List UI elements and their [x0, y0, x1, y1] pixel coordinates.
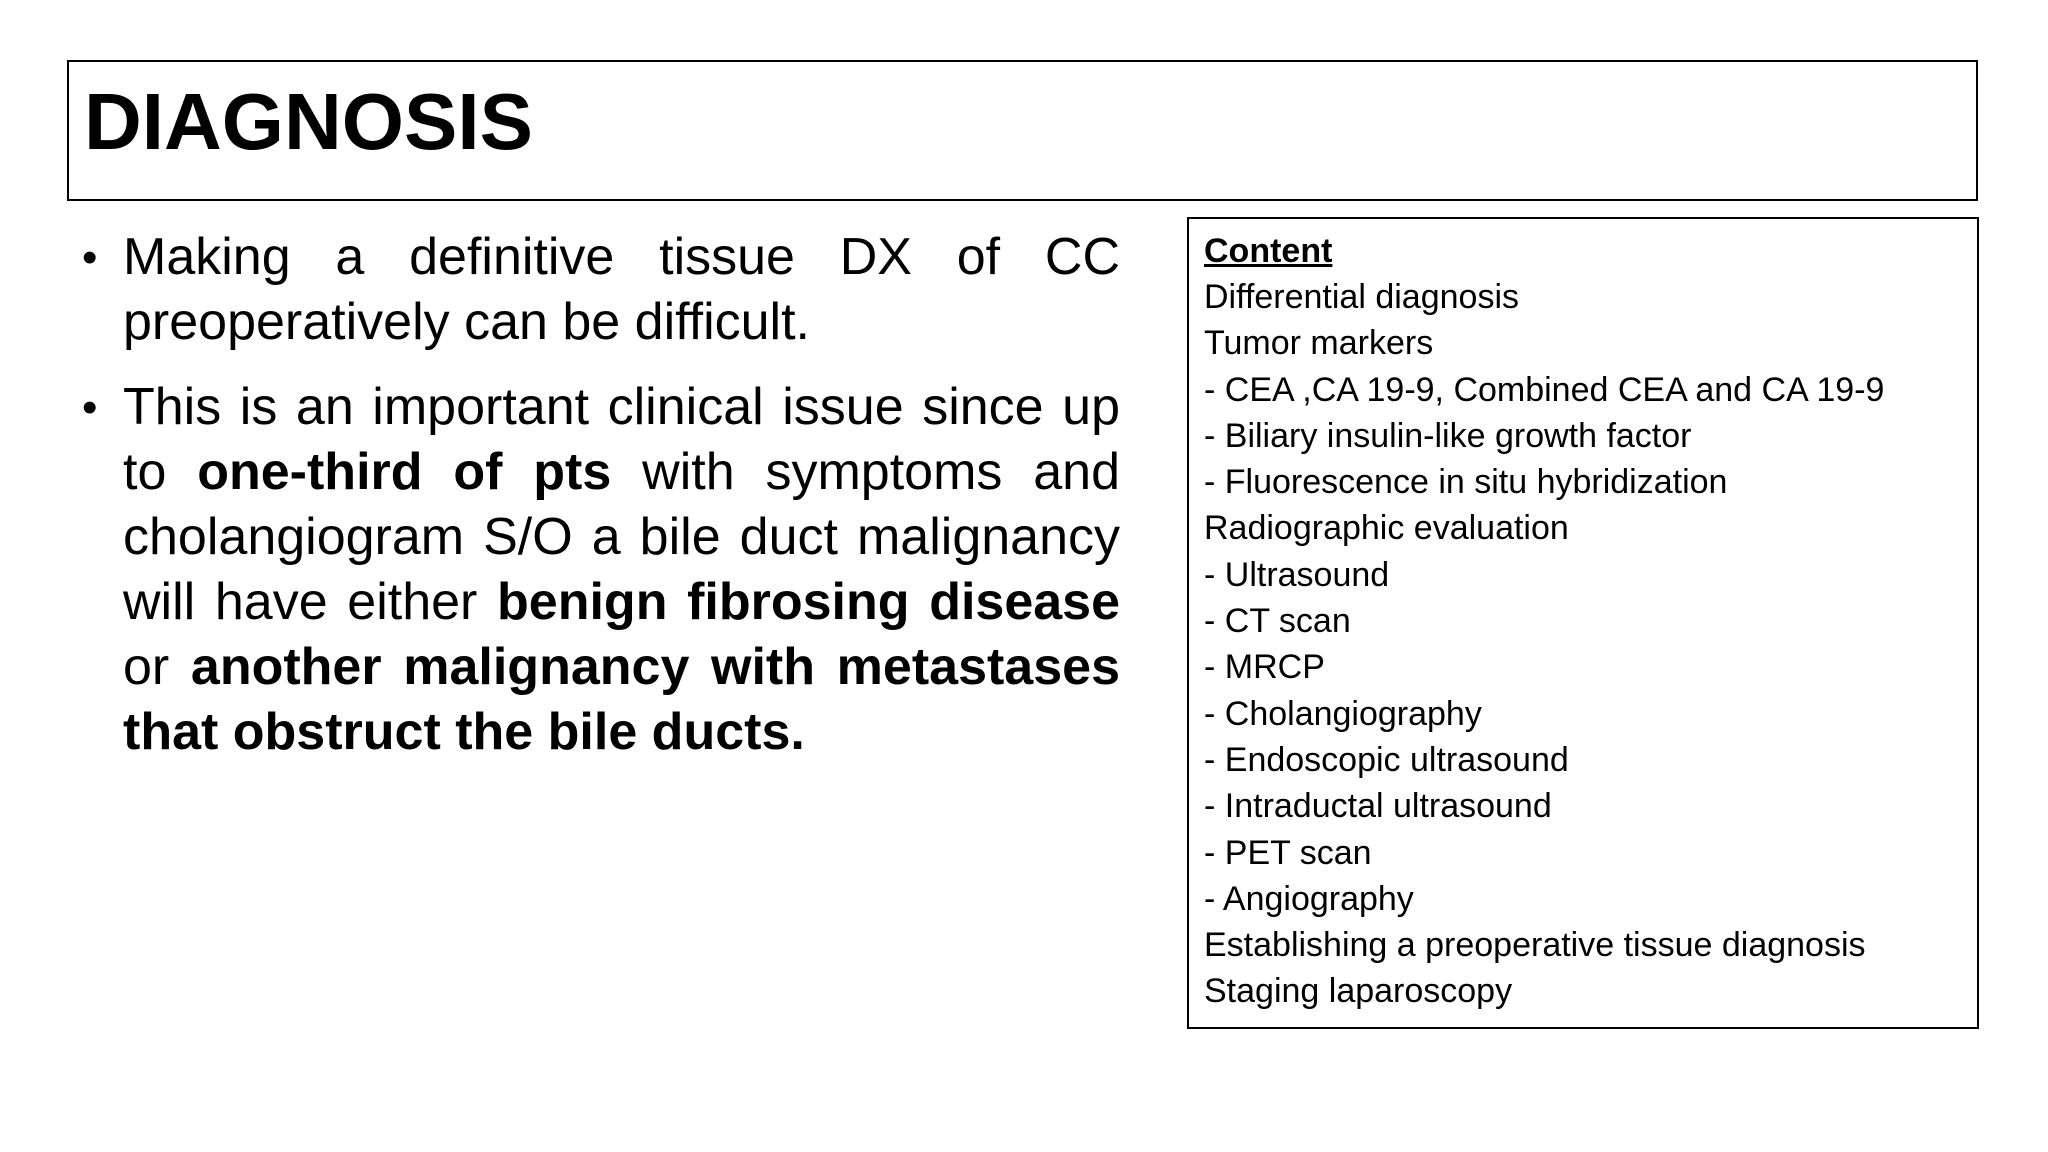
content-item: - Biliary insulin-like growth factor	[1204, 416, 1692, 455]
content-item: Establishing a preoperative tissue diagnosis	[1204, 926, 1866, 965]
slide-title: DIAGNOSIS	[84, 77, 533, 166]
content-box	[1187, 217, 1979, 1029]
content-item: - Angiography	[1204, 879, 1414, 918]
bullet-symbol: •	[82, 233, 98, 282]
title-box	[67, 60, 1978, 201]
bullet-item-2	[80, 375, 1120, 765]
content-item: - PET scan	[1204, 833, 1372, 872]
bullet-list	[80, 225, 1120, 785]
bullet-symbol: •	[82, 383, 98, 432]
bullet-bold-segment: benign fibrosing disease	[497, 573, 1120, 631]
content-item: Differential diagnosis	[1204, 278, 1519, 316]
bullet-text-segment: This is an important clinical issue since up to	[123, 378, 1120, 501]
content-heading: Content	[1204, 232, 1333, 270]
content-item: - MRCP	[1204, 648, 1325, 687]
bullet-text-segment: with symptoms and cholangiogram S/O a bile duct malignancy will have either	[123, 443, 1120, 631]
content-item: Staging laparoscopy	[1204, 972, 1513, 1011]
content-item: - Endoscopic ultrasound	[1204, 740, 1569, 779]
content-item: - Fluorescence in situ hybridization	[1204, 463, 1728, 502]
content-item: - Ultrasound	[1204, 555, 1390, 594]
content-item: - CT scan	[1204, 602, 1351, 641]
bullet-item-1	[80, 225, 1120, 355]
content-item: Radiographic evaluation	[1204, 509, 1569, 548]
content-item: Tumor markers	[1204, 324, 1434, 363]
bullet-bold-segment: another malignancy with metastases that obstruct the bile ducts.	[123, 638, 1120, 761]
bullet-text-segment: or	[123, 638, 191, 696]
bullet-text-segment: Making a definitive tissue DX of CC preoperatively can be difficult.	[123, 228, 1120, 351]
content-item: - CEA ,CA 19-9, Combined CEA and CA 19-9	[1204, 370, 1885, 409]
content-item: - Intraductal ultrasound	[1204, 787, 1552, 826]
content-list	[1204, 274, 1977, 1015]
bullet-bold-segment: one-third of pts	[197, 443, 612, 501]
content-item: - Cholangiography	[1204, 694, 1482, 733]
